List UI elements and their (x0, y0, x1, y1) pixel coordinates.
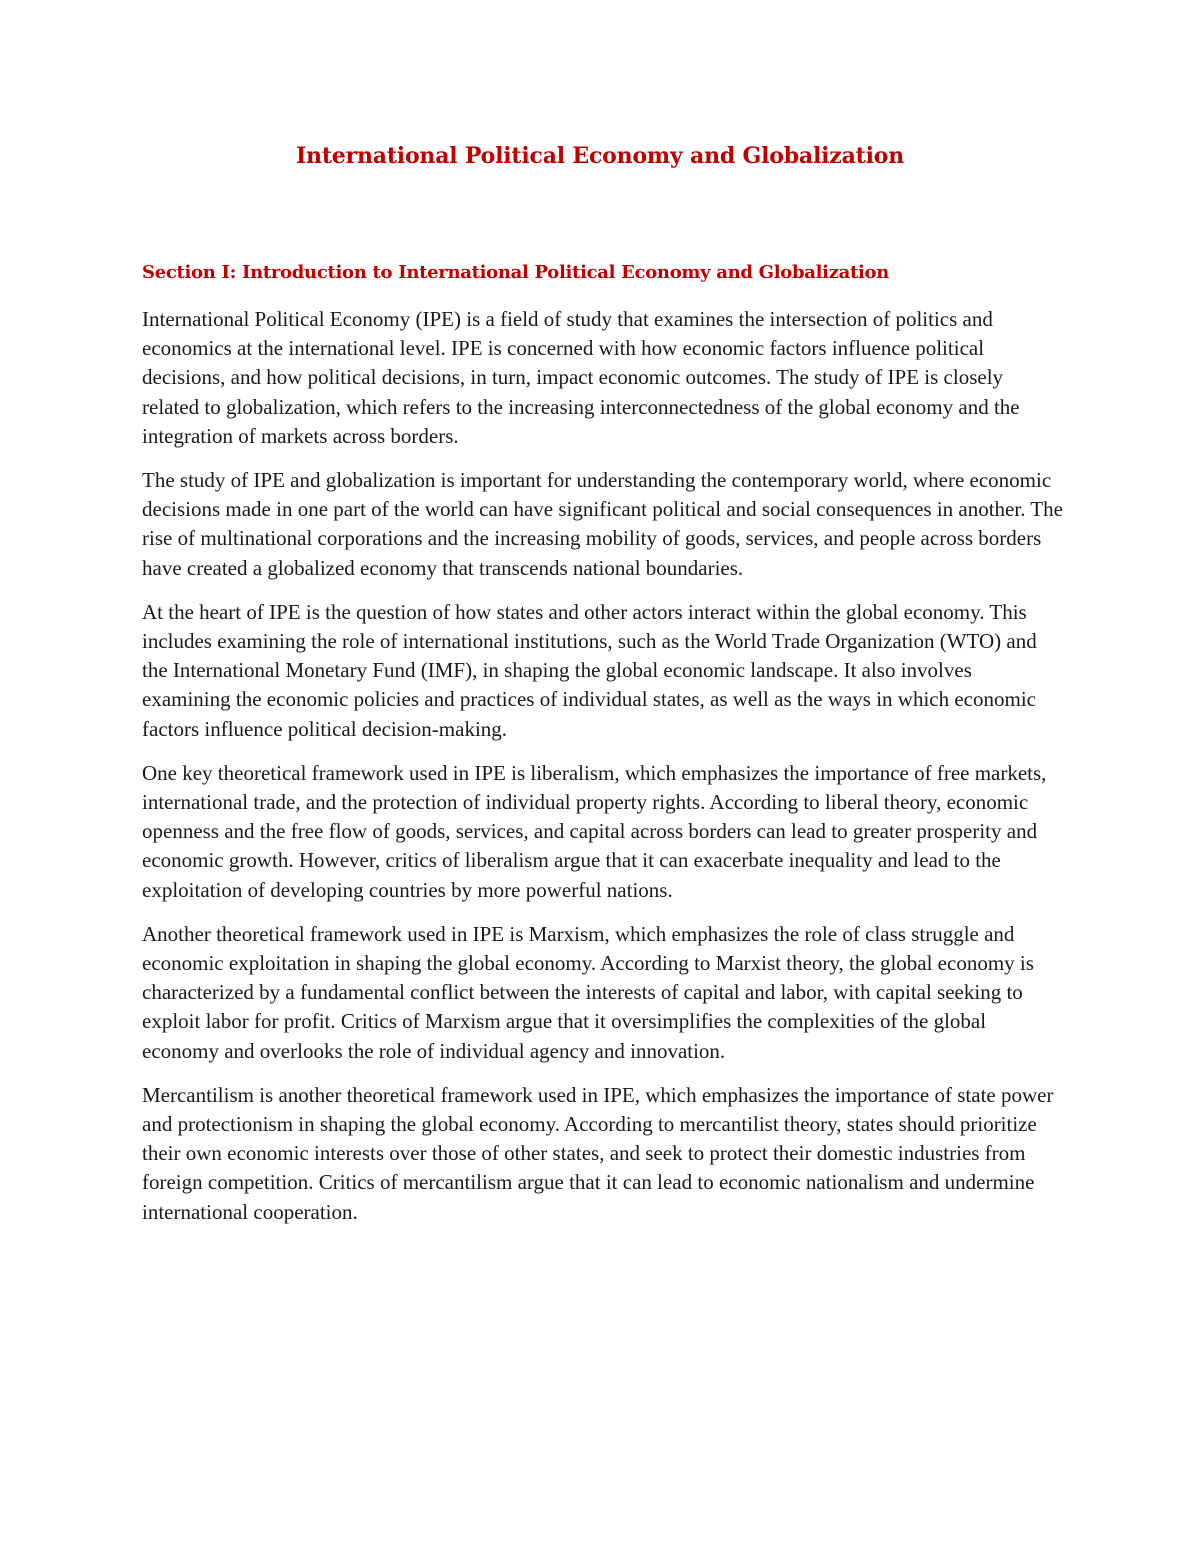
paragraph: At the heart of IPE is the question of how states and other actors interact within the global economy. This includes examining the role of international institutions, such as the World Trade Organization (WTO) and the International Monetary Fund (IMF), in shaping the global economic landscape. It also involves examining the economic policies and practices of individual states, as well as the ways in which economic factors influence political decision-making. (142, 599, 1037, 741)
paragraph: International Political Economy (IPE) is a field of study that examines the intersection of politics and economics at the international level. IPE is concerned with how economic factors influence political decisions, and how political decisions, in turn, impact economic outcomes. The study of IPE is closely related to globalization, which refers to the increasing interconnectedness of the global economy and the integration of markets across borders. (142, 307, 1020, 448)
section-heading: Section I: Introduction to International Political Economy and Globalization (142, 262, 890, 283)
paragraph: One key theoretical framework used in IPE is liberalism, which emphasizes the importance of free markets, international trade, and the protection of individual property rights. According to liberal theory, economic openness and the free flow of goods, services, and capital across borders can lead to greater prosperity and economic growth. However, critics of liberalism argue that it can exacerbate inequality and lead to the exploitation of developing countries by more powerful nations. (142, 760, 1047, 902)
document-body (142, 305, 1064, 1242)
paragraph: The study of IPE and globalization is important for understanding the contemporary world, where economic decisions made in one part of the world can have significant political and social consequences in another. The rise of multinational corporations and the increasing mobility of goods, services, and people across borders have created a globalized economy that transcends national boundaries. (142, 468, 1063, 580)
document-title: International Political Economy and Globalization (295, 143, 905, 169)
paragraph: Another theoretical framework used in IPE is Marxism, which emphasizes the role of class struggle and economic exploitation in shaping the global economy. According to Marxist theory, the global economy is characterized by a fundamental conflict between the interests of capital and labor, with capital seeking to exploit labor for profit. Critics of Marxism argue that it oversimplifies the complexities of the global economy and overlooks the role of individual agency and innovation. (142, 921, 1034, 1063)
paragraph: Mercantilism is another theoretical framework used in IPE, which emphasizes the importance of state power and protectionism in shaping the global economy. According to mercantilist theory, states should prioritize their own economic interests over those of other states, and seek to protect their domestic industries from foreign competition. Critics of mercantilism argue that it can lead to economic nationalism and undermine international cooperation. (142, 1082, 1054, 1224)
